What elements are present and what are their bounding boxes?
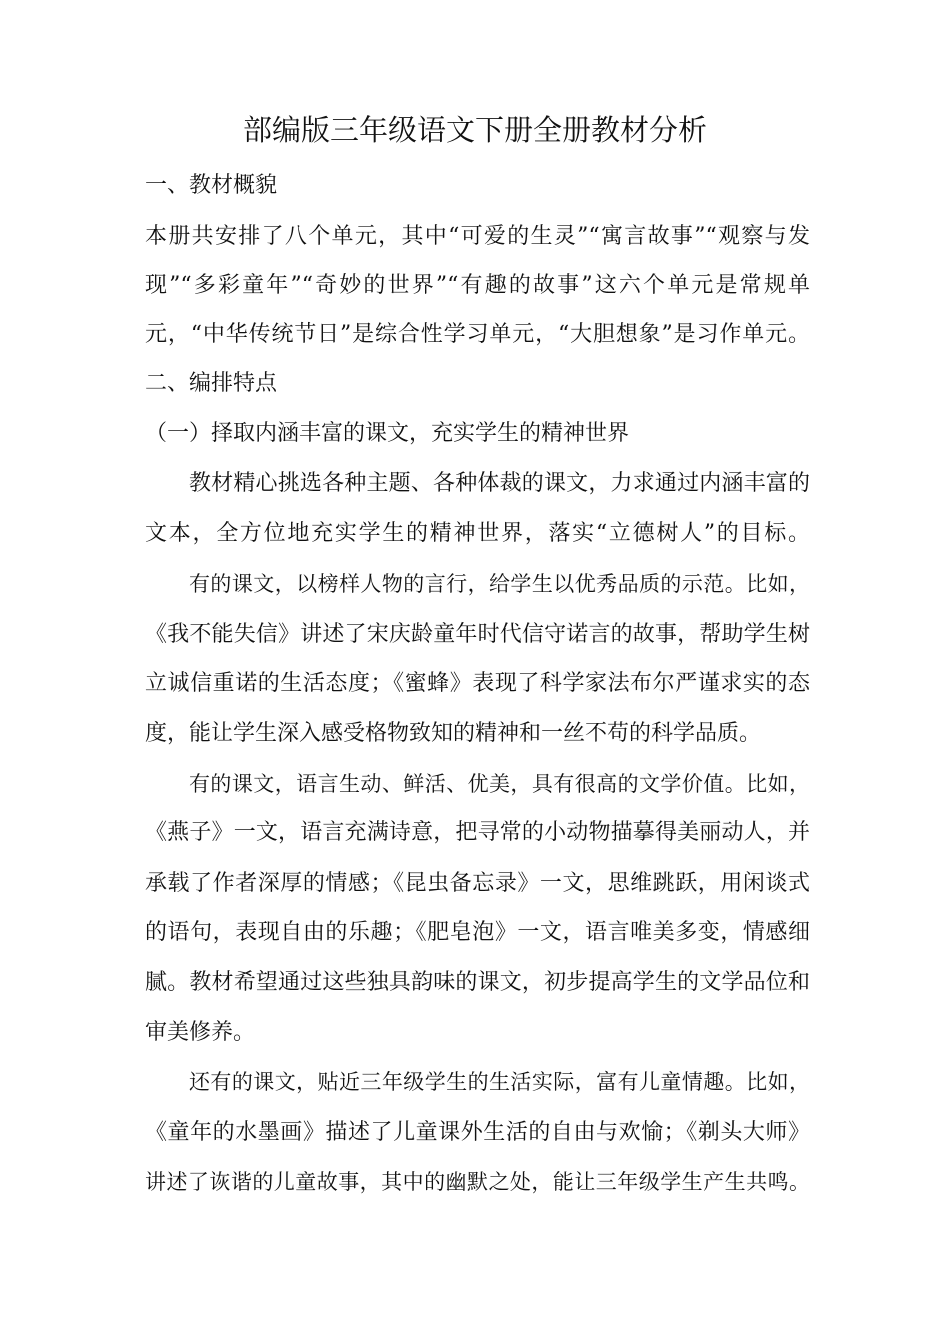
paragraph-line: 现”“多彩童年”“奇妙的世界”“有趣的故事”这六个单元是常规单 [145, 273, 810, 298]
paragraph-line: 腻。教材希望通过这些独具韵味的课文，初步提高学生的文学品位和 [145, 970, 810, 995]
subsection-heading: （一）择取内涵丰富的课文，充实学生的精神世界 [145, 421, 630, 446]
paragraph-line: 《我不能失信》讲述了宋庆龄童年时代信守诺言的故事，帮助学生树 [145, 622, 810, 647]
paragraph-line: 教材精心挑选各种主题、各种体裁的课文，力求通过内涵丰富的 [189, 471, 810, 496]
section-heading: 一、教材概貌 [145, 173, 278, 198]
paragraph-line: 讲述了诙谐的儿童故事，其中的幽默之处，能让三年级学生产生共鸣。 [145, 1170, 810, 1194]
paragraph-line: 度，能让学生深入感受格物致知的精神和一丝不苟的科学品质。 [145, 721, 762, 746]
document-title: 部编版三年级语文下册全册教材分析 [242, 113, 707, 147]
paragraph-line: 元，“中华传统节日”是综合性学习单元，“大胆想象”是习作单元。 [145, 322, 810, 347]
paragraph-line: 有的课文，以榜样人物的言行，给学生以优秀品质的示范。比如， [189, 572, 810, 596]
paragraph-line: 《童年的水墨画》描述了儿童课外生活的自由与欢愉；《剃头大师》 [145, 1120, 810, 1145]
paragraph-line: 立诚信重诺的生活态度；《蜜蜂》表现了科学家法布尔严谨求实的态 [145, 671, 810, 696]
paragraph-line: 本册共安排了八个单元，其中“可爱的生灵”“寓言故事”“观察与发 [145, 224, 810, 249]
paragraph-line: 《燕子》一文，语言充满诗意，把寻常的小动物描摹得美丽动人，并 [145, 820, 810, 845]
paragraph-line: 审美修养。 [145, 1020, 256, 1045]
paragraph-line: 还有的课文，贴近三年级学生的生活实际，富有儿童情趣。比如， [189, 1070, 810, 1094]
paragraph-line: 有的课文，语言生动、鲜活、优美，具有很高的文学价值。比如， [189, 772, 810, 796]
paragraph-line: 的语句，表现自由的乐趣；《肥皂泡》一文，语言唯美多变，情感细 [145, 920, 810, 945]
section-heading: 二、编排特点 [145, 371, 278, 396]
paragraph-line: 承载了作者深厚的情感；《昆虫备忘录》一文，思维跳跃，用闲谈式 [145, 871, 810, 896]
paragraph-line: 文本，全方位地充实学生的精神世界，落实“立德树人”的目标。 [145, 521, 810, 546]
